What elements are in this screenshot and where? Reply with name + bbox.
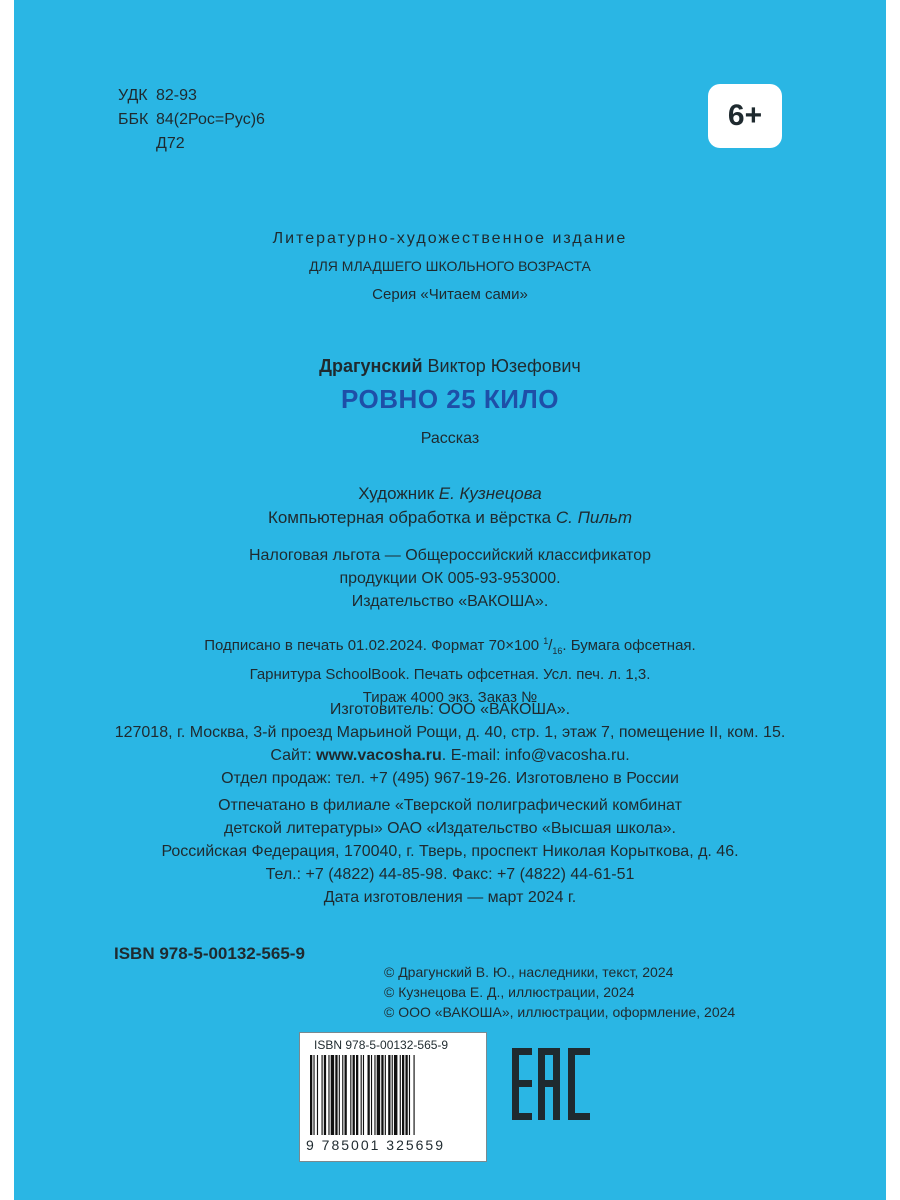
printer-line-1: Отпечатано в филиале «Тверской полиграфический комбинат: [218, 797, 682, 814]
artist-label: Художник: [358, 484, 435, 503]
barcode-number: 9 785001 325659: [306, 1137, 445, 1153]
printer-info: [14, 794, 886, 886]
site-link[interactable]: www.vacosha.ru: [316, 747, 442, 764]
site-label: Сайт:: [270, 747, 317, 764]
copyright-block: [384, 962, 735, 1022]
email-text: . E-mail: info@vacosha.ru.: [441, 747, 630, 764]
format-numerator: 1: [543, 636, 549, 646]
artist-credit: [14, 482, 886, 506]
udk-row: [118, 84, 265, 108]
book-genre: Рассказ: [420, 430, 480, 447]
printer-line-3: Российская Федерация, 170040, г. Тверь, проспект Николая Корыткова, д. 46.: [161, 843, 739, 860]
udk-value: 82-93: [156, 87, 197, 104]
barcode-isbn-text: ISBN 978-5-00132-565-9: [314, 1038, 449, 1052]
bbk-label: ББК: [118, 111, 149, 128]
maker-line-3: [14, 744, 886, 767]
credits: [14, 482, 886, 530]
copyright-line-2: © Кузнецова Е. Д., иллюстрации, 2024: [384, 984, 635, 1000]
eac-mark-icon: [512, 1048, 592, 1120]
printer-line-2: детской литературы» ОАО «Издательство «Высшая школа».: [224, 820, 676, 837]
barcode-bars: [308, 1055, 478, 1135]
manufacture-date: Дата изготовления — март 2024 г.: [323, 889, 577, 906]
edition-type: Литературно-художественное издание: [272, 230, 628, 247]
layout-name: С. Пильт: [555, 508, 633, 527]
printer-line-4: Тел.: +7 (4822) 44-85-98. Факс: +7 (4822) 44-61-51: [265, 866, 635, 883]
classification-codes: [118, 84, 265, 156]
maker-line-2: 127018, г. Москва, 3-й проезд Марьиной Рощи, д. 40, стр. 1, этаж 7, помещение II, ком. 15.: [114, 724, 786, 741]
author-first-names: Виктор Юзефович: [427, 356, 581, 376]
author-line: [14, 356, 886, 377]
layout-credit: [14, 506, 886, 530]
print-line-1: Подписано в печать 01.02.2024. Формат 70×100 $^1/_{16}$. Бумага офсетная.: [204, 636, 696, 656]
maker-line-4: Отдел продаж: тел. +7 (495) 967-19-26. Изготовлено в России: [221, 770, 679, 787]
audience-line: ДЛЯ МЛАДШЕГО ШКОЛЬНОГО ВОЗРАСТА: [309, 258, 591, 274]
author-last-name: Драгунский: [319, 356, 423, 376]
maker-line-1: Изготовитель: ООО «ВАКОША».: [329, 701, 571, 718]
copyright-line-3: © ООО «ВАКОША», иллюстрации, оформление, 2024: [384, 1004, 736, 1020]
age-rating-badge: 6+: [708, 84, 782, 148]
print-line-1b: . Бумага офсетная.: [562, 637, 696, 654]
print-line-1a: Подписано в печать 01.02.2024. Формат 70×100: [204, 637, 544, 654]
artist-name: Е. Кузнецова: [438, 484, 542, 503]
book-title: РОВНО 25 КИЛО: [341, 384, 559, 414]
barcode: [299, 1032, 487, 1162]
print-line-2: Гарнитура SchoolBook. Печать офсетная. Усл. печ. л. 1,3.: [249, 666, 651, 683]
isbn: ISBN 978-5-00132-565-9: [114, 944, 305, 963]
tax-line-1: Налоговая льгота — Общероссийский классификатор: [249, 547, 651, 564]
author-mark: Д72: [156, 135, 185, 152]
author-mark-row: [118, 132, 265, 156]
print-line-3: Тираж 4000 экз. Заказ №: [362, 689, 538, 706]
tax-info: [14, 544, 886, 613]
bbk-value: 84(2Рос=Рус)6: [156, 111, 265, 128]
bbk-row: [118, 108, 265, 132]
layout-label: Компьютерная обработка и вёрстка: [267, 508, 552, 527]
udk-label: УДК: [118, 87, 148, 104]
tax-line-2: продукции ОК 005-93-953000.: [339, 570, 561, 587]
series-line: Серия «Читаем сами»: [372, 286, 528, 303]
back-cover: [14, 0, 886, 1200]
tax-line-3: Издательство «ВАКОША».: [351, 593, 549, 610]
format-denominator: 16: [552, 646, 563, 656]
copyright-line-1: © Драгунский В. Ю., наследники, текст, 2024: [384, 964, 674, 980]
manufacturer-info: [14, 698, 886, 790]
